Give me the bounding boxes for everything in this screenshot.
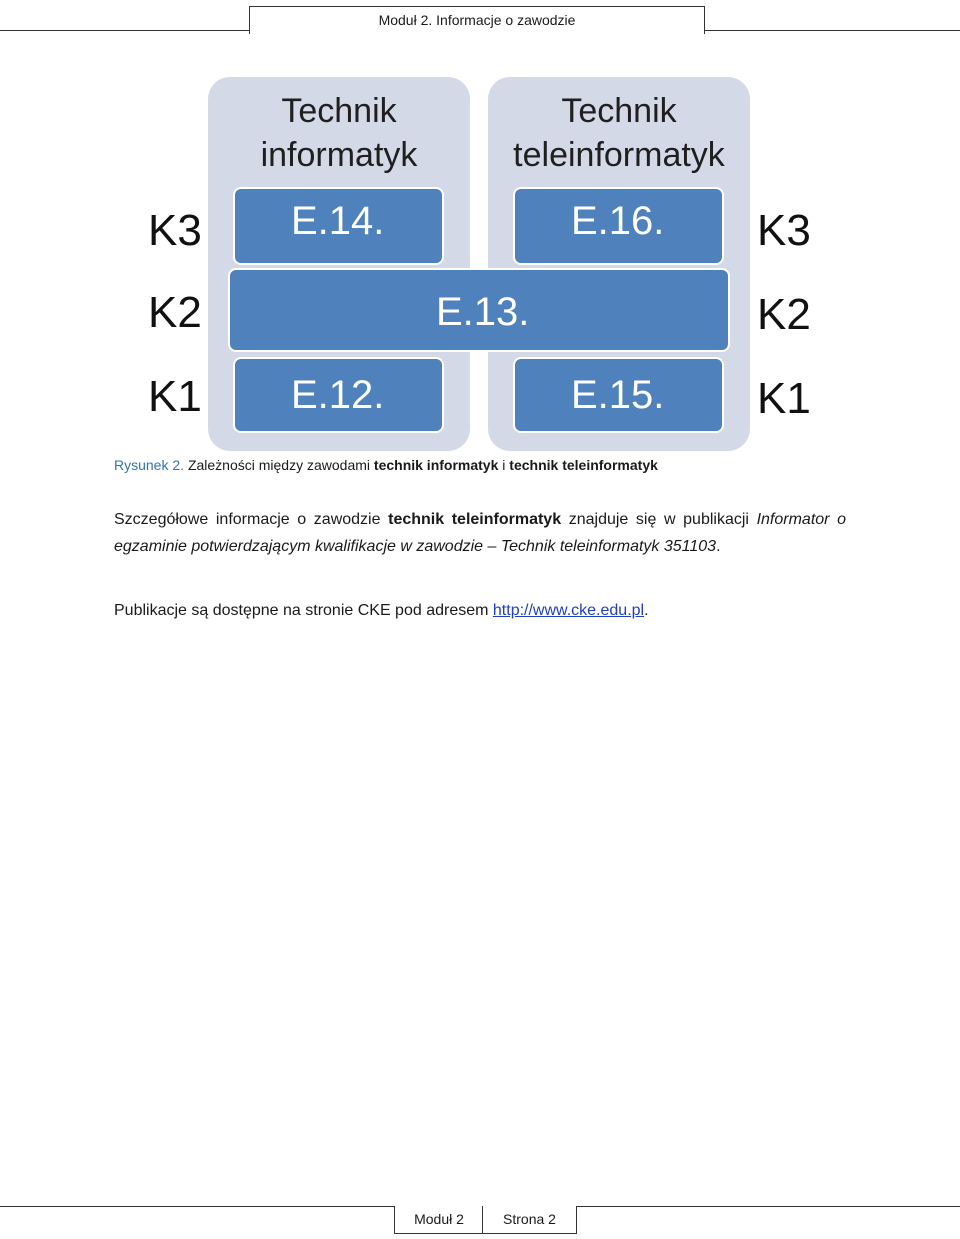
- footer-page-number: Strona 2: [482, 1206, 577, 1234]
- level-k2-right: K2: [757, 290, 811, 339]
- exam-e16: E.16.: [515, 189, 722, 263]
- level-k3-left: K3: [148, 206, 202, 255]
- cke-link[interactable]: http://www.cke.edu.pl: [492, 602, 645, 619]
- column-title-line: Technik: [281, 92, 397, 130]
- footer-module: Moduł 2: [394, 1206, 484, 1234]
- header-rule-right: [705, 30, 960, 31]
- column-title-line: informatyk: [260, 136, 418, 174]
- header-title: Moduł 2. Informacje o zawodzie: [249, 6, 705, 34]
- exam-e13: E.13.: [230, 270, 728, 350]
- level-k3-right: K3: [757, 206, 811, 255]
- exam-e12: E.12.: [235, 359, 442, 431]
- para-text: .: [716, 538, 721, 555]
- caption-bold: technik informatyk: [373, 457, 499, 473]
- caption-text: Zależności między zawodami: [187, 457, 371, 473]
- column-title-teleinformatyk: [488, 89, 750, 177]
- footer-rule-left: [0, 1206, 394, 1207]
- level-k2-left: K2: [148, 288, 202, 337]
- caption-label: Rysunek 2.: [114, 457, 185, 473]
- caption-text: i: [502, 457, 506, 473]
- para-text: .: [644, 602, 649, 619]
- para-text: Publikacje są dostępne na stronie CKE pod adresem: [114, 602, 489, 619]
- level-k1-left: K1: [148, 372, 202, 421]
- header-rule-left: [0, 30, 249, 31]
- level-k1-right: K1: [757, 374, 811, 423]
- availability-paragraph: [114, 597, 846, 624]
- info-paragraph: [114, 506, 846, 560]
- publication-title: Informator o egzaminie potwierdzającym kwalifikacje w zawodzie – Technik teleinformatyk 351103: [114, 511, 846, 555]
- column-title-line: teleinformatyk: [513, 136, 725, 174]
- para-text: znajduje się w publikacji: [568, 511, 749, 528]
- exam-e15: E.15.: [515, 359, 722, 431]
- exam-e14: E.14.: [235, 189, 442, 263]
- figure-caption: [114, 457, 658, 473]
- column-title-informatyk: [208, 89, 470, 177]
- column-title-line: Technik: [561, 92, 677, 130]
- caption-bold: technik teleinformatyk: [509, 457, 658, 473]
- para-text: Szczegółowe informacje o zawodzie: [114, 511, 381, 528]
- para-bold: technik teleinformatyk: [388, 511, 562, 528]
- footer-rule-right: [576, 1206, 960, 1207]
